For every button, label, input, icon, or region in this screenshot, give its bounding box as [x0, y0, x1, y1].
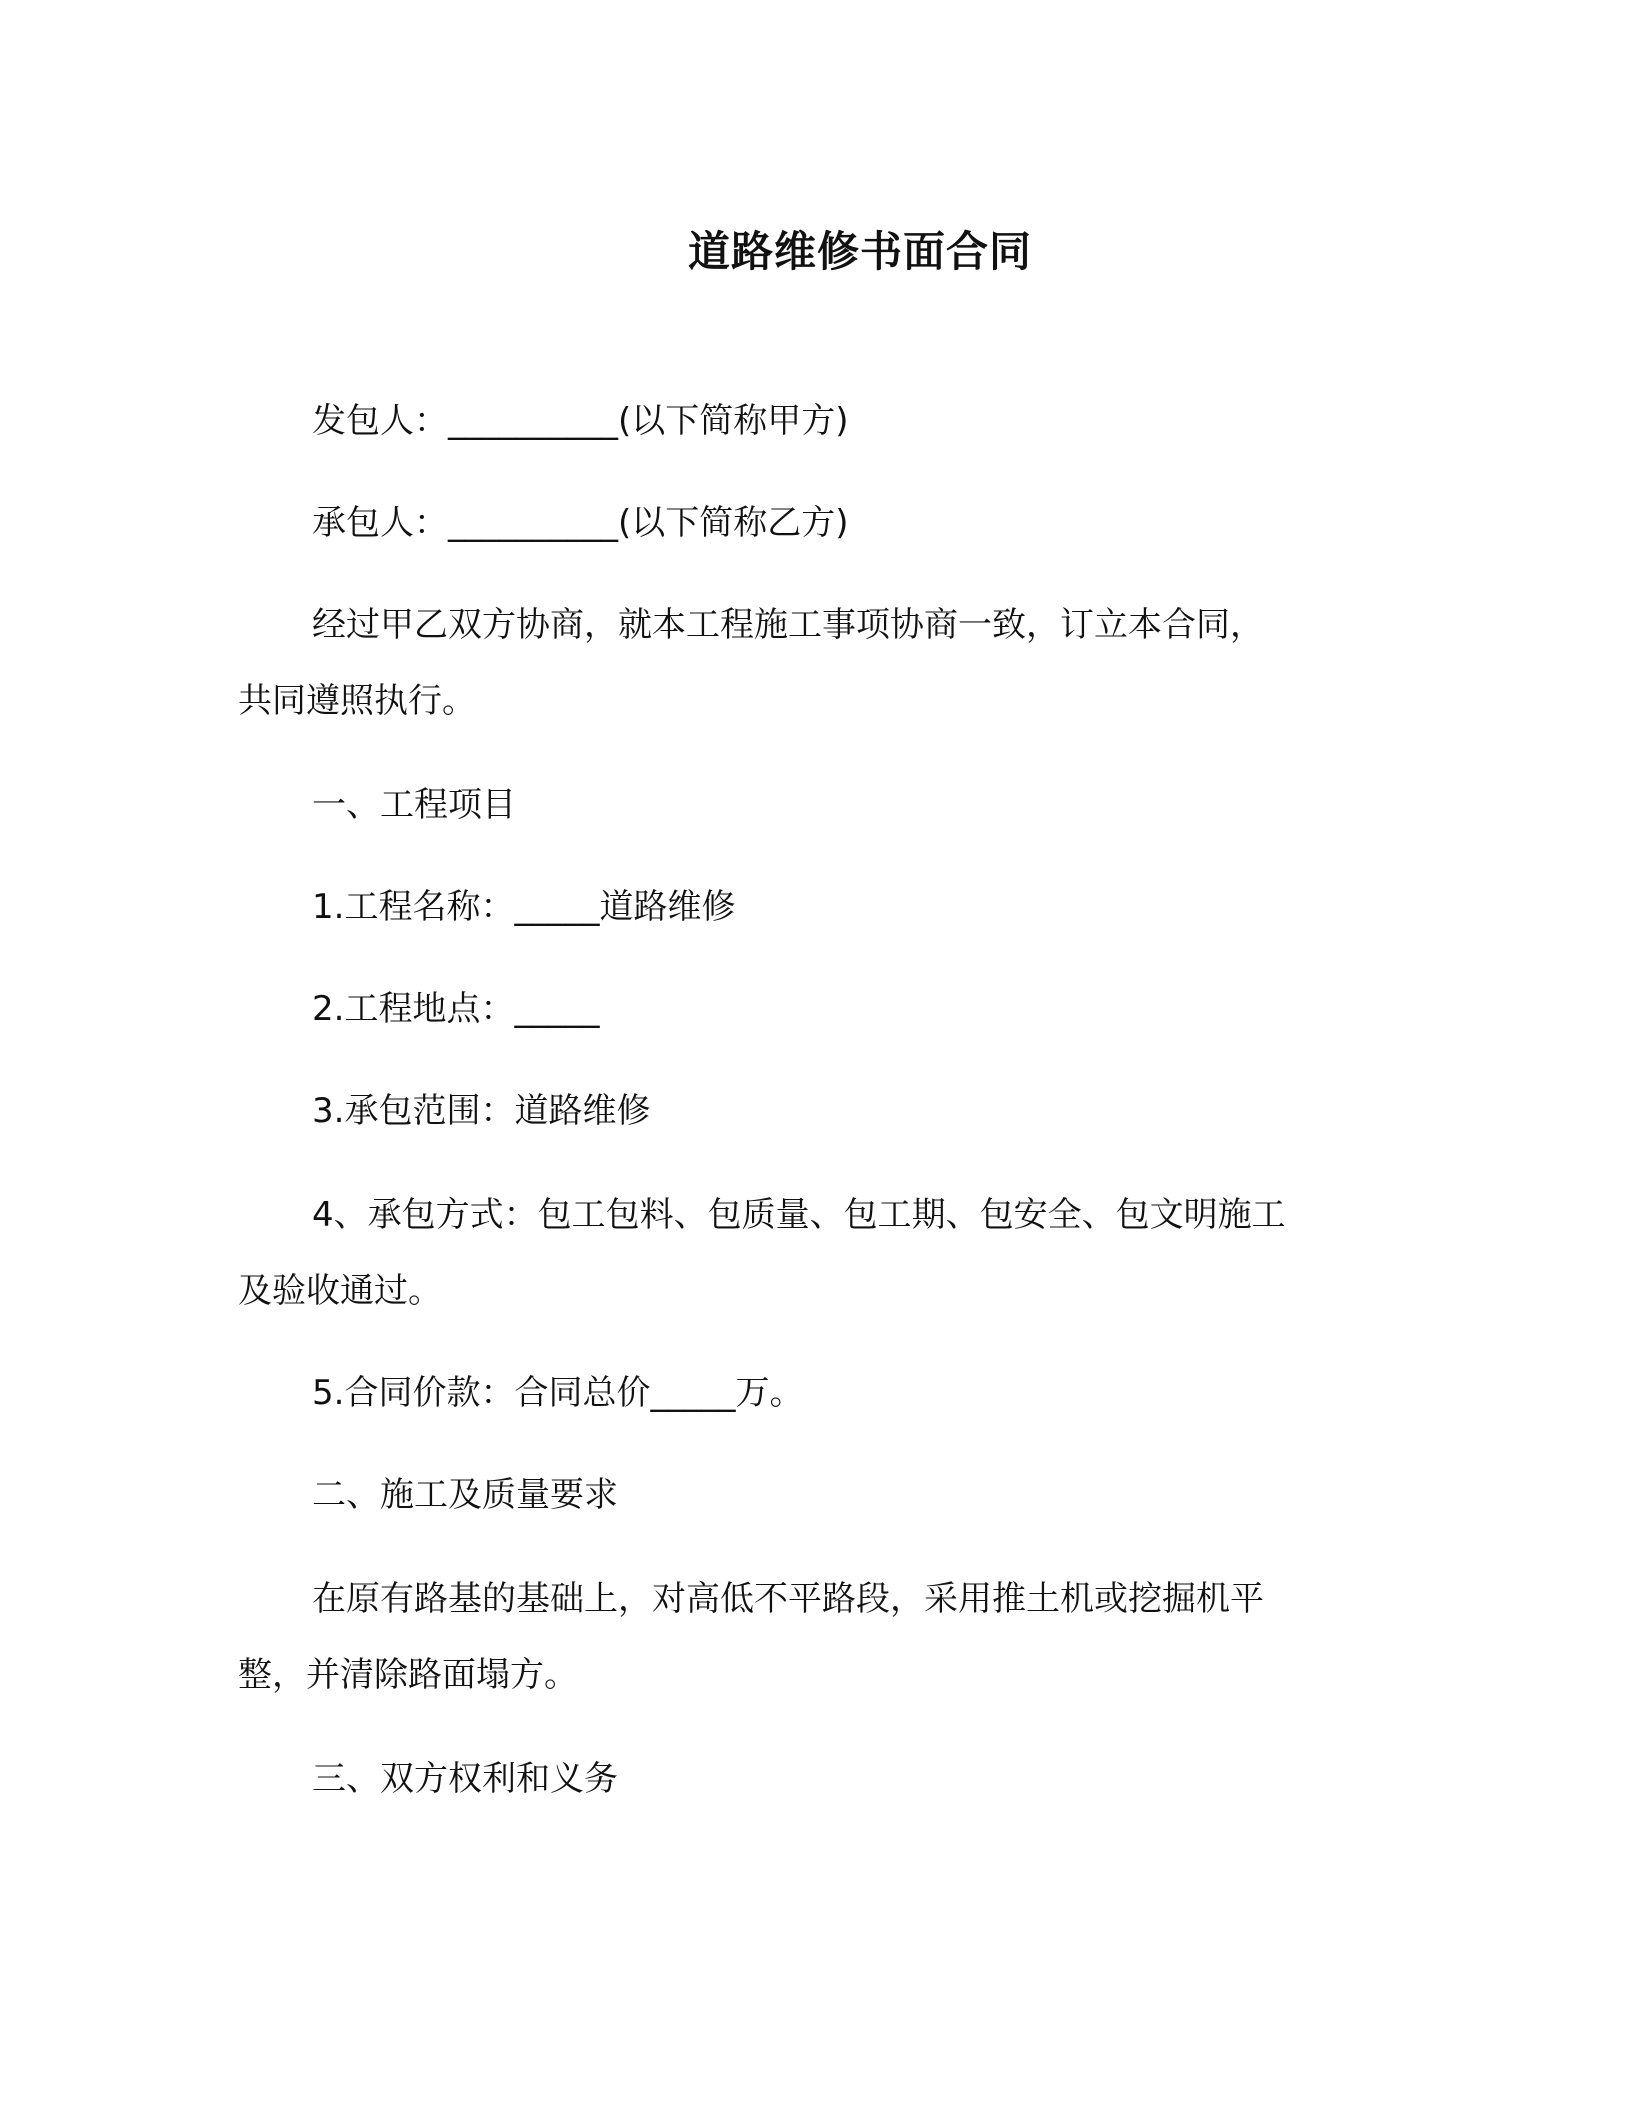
section-2-paragraph-line-1: 在原有路基的基础上，对高低不平路段，采用推土机或挖掘机平	[312, 1579, 1264, 1619]
intro-paragraph-line-2: 共同遵照执行。	[238, 681, 476, 721]
document-title: 道路维修书面合同	[687, 227, 1032, 276]
section-3-heading: 三、双方权利和义务	[312, 1759, 618, 1799]
item-1-project-name: 1.工程名称：_____道路维修	[312, 887, 736, 927]
section-2-paragraph-line-2: 整，并清除路面塌方。	[238, 1655, 578, 1695]
party-b-line: 承包人：__________(以下简称乙方)	[312, 503, 849, 543]
item-4-contract-mode-line-2: 及验收通过。	[238, 1271, 442, 1311]
item-5-contract-price: 5.合同价款：合同总价_____万。	[312, 1373, 804, 1413]
section-2-heading: 二、施工及质量要求	[312, 1475, 618, 1515]
party-a-line: 发包人：__________(以下简称甲方)	[312, 401, 849, 441]
intro-paragraph-line-1: 经过甲乙双方协商，就本工程施工事项协商一致，订立本合同，	[312, 605, 1264, 645]
item-2-project-location: 2.工程地点：_____	[312, 989, 600, 1029]
section-1-heading: 一、工程项目	[312, 785, 516, 825]
item-3-contract-scope: 3.承包范围：道路维修	[312, 1091, 651, 1131]
item-4-contract-mode-line-1: 4、承包方式：包工包料、包质量、包工期、包安全、包文明施工	[312, 1195, 1286, 1235]
